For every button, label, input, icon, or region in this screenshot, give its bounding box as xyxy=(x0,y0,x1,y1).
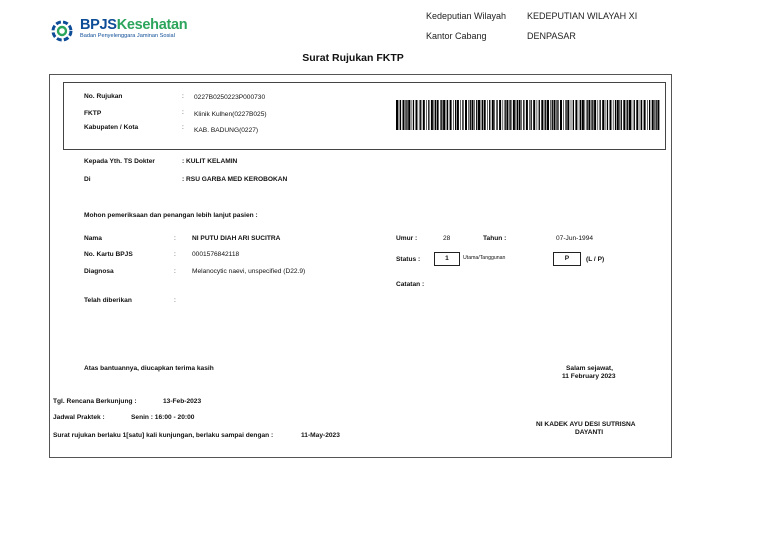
branch-value: DENPASAR xyxy=(527,31,576,41)
referral-barcode xyxy=(396,100,660,130)
colon: : xyxy=(174,297,176,304)
diagnosis-label: Diagnosa xyxy=(84,268,114,275)
brand-part1: BPJS xyxy=(80,17,117,33)
destination-doctor-value: : KULIT KELAMIN xyxy=(182,158,238,165)
visit-date-value: 13-Feb-2023 xyxy=(163,398,202,405)
bpjs-card-value: 0001576842118 xyxy=(192,251,240,258)
regency-value: KAB. BADUNG(0227) xyxy=(194,127,259,134)
status-label: Status : xyxy=(396,256,421,263)
thanks-text: Atas bantuannya, diucapkan terima kasih xyxy=(84,365,214,372)
regency-label: Kabupaten / Kota xyxy=(84,124,139,131)
given-label: Telah diberikan xyxy=(84,297,132,304)
destination-doctor-label: Kepada Yth. TS Dokter xyxy=(84,158,155,165)
fktp-label: FKTP xyxy=(84,110,102,117)
visit-date-label: Tgl. Rencana Berkunjung : xyxy=(53,398,137,405)
closing-date: 11 February 2023 xyxy=(562,373,616,380)
region-value: KEDEPUTIAN WILAYAH XI xyxy=(527,11,638,21)
branch-label: Kantor Cabang xyxy=(426,31,487,41)
status-description: Utama/Tanggunan xyxy=(463,255,506,261)
colon: : xyxy=(174,268,176,275)
schedule-value: Senin : 16:00 - 20:00 xyxy=(131,414,195,421)
patient-name-value: NI PUTU DIAH ARI SUCITRA xyxy=(192,235,281,242)
colon: : xyxy=(182,93,184,100)
colon: : xyxy=(174,235,176,242)
birth-date-value: 07-Jun-1994 xyxy=(556,235,594,242)
colon: : xyxy=(182,109,184,116)
request-text: Mohon pemeriksaan dan penangan lebih lanjut pasien : xyxy=(84,212,258,219)
notes-label: Catatan : xyxy=(396,281,425,288)
destination-hospital-value: : RSU GARBA MED KEROBOKAN xyxy=(182,176,288,183)
fktp-value: Klinik Kulhen(0227B025) xyxy=(194,111,267,118)
referral-no-label: No. Rujukan xyxy=(84,93,123,100)
diagnosis-value: Melanocytic naevi, unspecified (D22.9) xyxy=(192,268,306,275)
colon: : xyxy=(174,251,176,258)
validity-date: 11-May-2023 xyxy=(301,432,340,439)
brand-name xyxy=(80,17,187,33)
page-title: Surat Rujukan FKTP xyxy=(302,52,404,64)
brand-subtitle: Badan Penyelenggara Jaminan Sosial xyxy=(80,33,175,39)
brand-part2: Kesehatan xyxy=(116,17,188,33)
age-value: 28 xyxy=(443,235,451,242)
gender-box: P xyxy=(553,252,581,266)
validity-text: Surat rujukan berlaku 1[satu] kali kunjungan, berlaku sampai dengan : xyxy=(53,432,274,439)
birth-label: Tahun : xyxy=(483,235,507,242)
region-label: Kedeputian Wilayah xyxy=(426,11,507,21)
signer-name-line1: NI KADEK AYU DESI SUTRISNA xyxy=(536,421,636,428)
status-box: 1 xyxy=(434,252,460,266)
gender-description: (L / P) xyxy=(586,256,605,263)
colon: : xyxy=(182,124,184,131)
age-label: Umur : xyxy=(396,235,418,242)
bpjs-logo-icon xyxy=(51,20,73,42)
schedule-label: Jadwal Praktek : xyxy=(53,414,105,421)
referral-no-value: 0227B0250223P000730 xyxy=(194,94,266,101)
destination-hospital-label: Di xyxy=(84,176,91,183)
patient-name-label: Nama xyxy=(84,235,102,242)
bpjs-card-label: No. Kartu BPJS xyxy=(84,251,133,258)
signer-name-line2: DAYANTI xyxy=(575,429,604,436)
greeting-text: Salam sejawat, xyxy=(566,365,613,372)
